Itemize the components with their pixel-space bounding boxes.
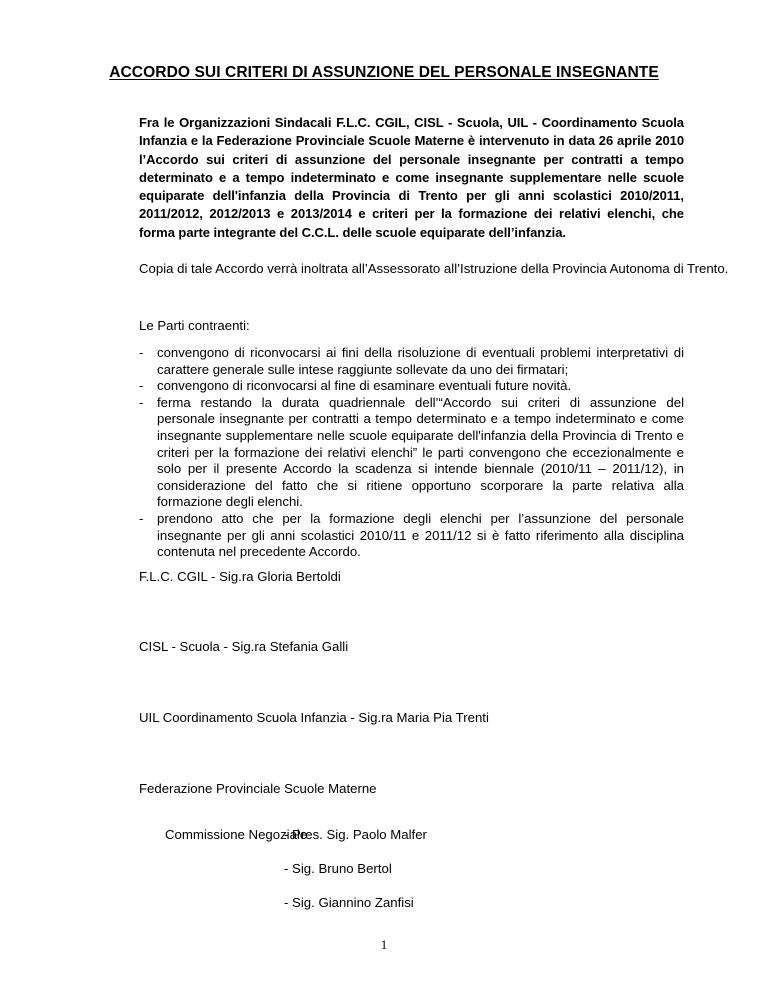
obligations-list	[139, 345, 684, 561]
list-item-text: convengono di riconvocarsi al fine di esaminare eventuali future novità.	[157, 378, 572, 394]
signatory-flc-cgil: F.L.C. CGIL - Sig.ra Gloria Bertoldi	[139, 569, 341, 584]
list-item-text: prendono atto che per la formazione degli elenchi per l’assunzione del personale insegnante per gli anni scolastici 2010/11 e 2011/12 si è fatto riferimento alla disciplina contenuta nel precedente Accordo.	[157, 510, 684, 560]
commissione-member: - Pres. Sig. Paolo Malfer	[284, 827, 427, 842]
commissione-label: Commissione Negoziale	[165, 827, 308, 842]
commissione-member: - Sig. Giannino Zanfisi	[284, 895, 414, 910]
list-item	[139, 511, 684, 561]
list-item-text: convengono di riconvocarsi ai fini della risoluzione di eventuali problemi interpretativi di carattere generale sulle intese raggiunte sollevate da uno dei firmatari;	[157, 345, 684, 377]
signatory-federazione: Federazione Provinciale Scuole Materne	[139, 781, 377, 796]
document-title: ACCORDO SUI CRITERI DI ASSUNZIONE DEL PERSONALE INSEGNANTE	[109, 64, 659, 81]
list-item-text: ferma restando la durata quadriennale dell’“Accordo sui criteri di assunzione del personale insegnante per contratti a tempo determinato e a tempo indeterminato e come insegnante supplementare nelle scuole equiparate dell'infanzia della Provincia di Trento e criteri per la formazione dei relativi elenchi” le parti convengono che eccezionalmente e solo per il presente Accordo la scadenza si intende biennale (2010/11 – 2011/12), in considerazione del fatto che si ritiene opportuno scorporare la parte relativa alla formazione degli elenchi.	[157, 394, 684, 510]
parti-heading: Le Parti contraenti:	[139, 318, 250, 333]
list-dash: -	[139, 394, 144, 410]
intro-paragraph: Fra le Organizzazioni Sindacali F.L.C. CGIL, CISL - Scuola, UIL - Coordinamento Scuola Infanzia e la Federazione Provinciale Scuole Materne è intervenuto in data 26 aprile 2010 l’Accordo sui criteri di assunzione del personale insegnante per contratti a tempo determinato e a tempo indeterminato e come insegnante supplementare nelle scuole equiparate dell'infanzia della Provincia di Trento per gli anni scolastici 2010/2011, 2011/2012, 2012/2013 e 2013/2014 e criteri per la formazione dei relativi elenchi, che forma parte integrante del C.C.L. delle scuole equiparate dell’infanzia.	[139, 115, 684, 240]
list-item	[139, 378, 684, 395]
page-number: 1	[380, 937, 388, 952]
list-item	[139, 345, 684, 378]
list-dash: -	[139, 378, 144, 394]
list-dash: -	[139, 345, 144, 360]
copy-note: Copia di tale Accordo verrà inoltrata all’Assessorato all’Istruzione della Provincia Autonoma di Trento.	[139, 261, 729, 276]
signatory-cisl: CISL - Scuola - Sig.ra Stefania Galli	[139, 639, 349, 654]
list-dash: -	[139, 510, 144, 526]
commissione-member: - Sig. Bruno Bertol	[284, 861, 392, 876]
signatory-uil: UIL Coordinamento Scuola Infanzia - Sig.ra Maria Pia Trenti	[139, 710, 489, 725]
list-item	[139, 395, 684, 511]
